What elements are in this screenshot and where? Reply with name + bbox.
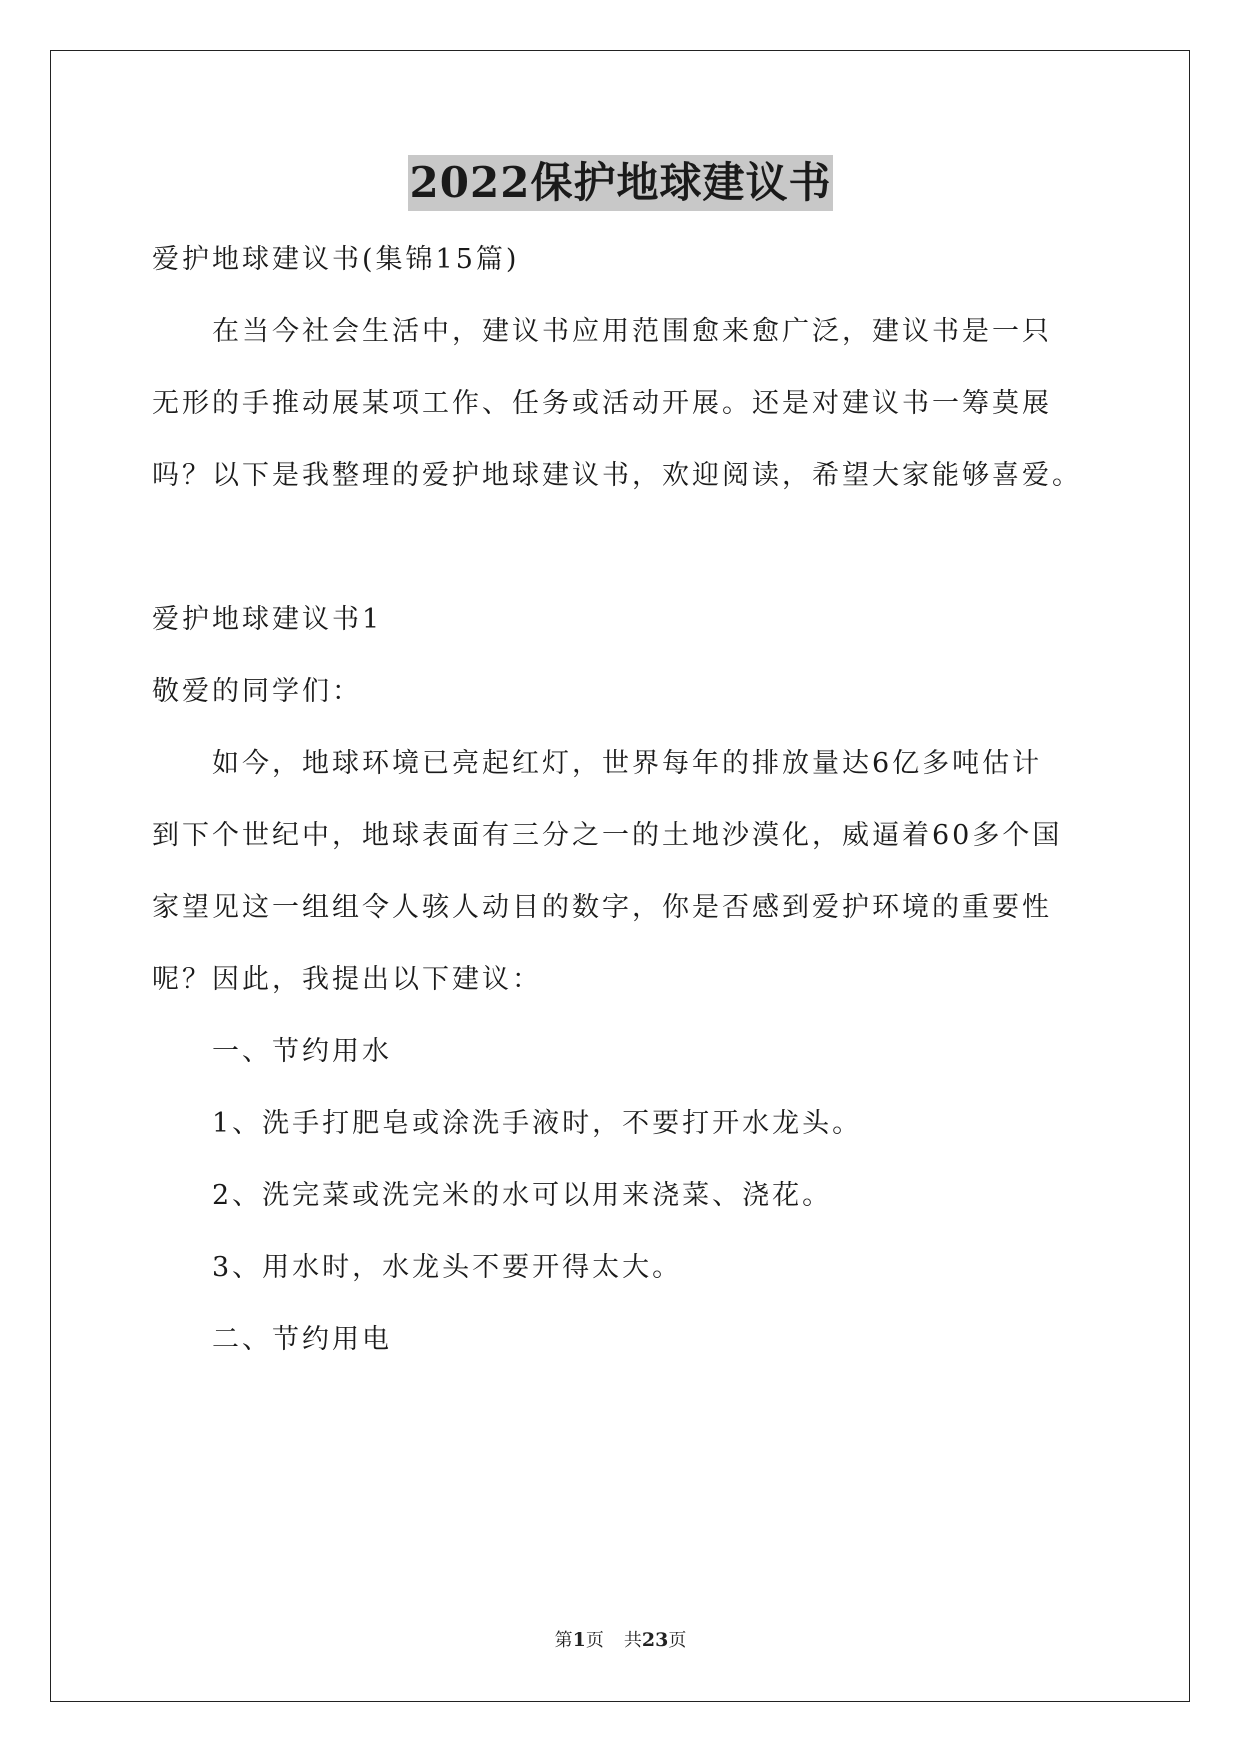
para-line-3: 家望见这一组组令人骇人动目的数字，你是否感到爱护环境的重要性 xyxy=(152,892,1052,923)
footer-page-suffix: 页 xyxy=(585,1630,604,1651)
list-item: 1、洗手打肥皂或涂洗手液时，不要打开水龙头。 xyxy=(212,1108,863,1139)
footer-total-suffix: 页 xyxy=(668,1630,687,1651)
intro-line-2: 无形的手推动展某项工作、任务或活动开展。还是对建议书一筹莫展 xyxy=(152,388,1052,419)
item-heading-water: 一、节约用水 xyxy=(212,1036,392,1067)
page-footer xyxy=(0,1628,1241,1653)
item-heading-electricity: 二、节约用电 xyxy=(212,1324,392,1355)
footer-total-prefix: 共 xyxy=(623,1630,642,1651)
footer-total-pages: 23 xyxy=(641,1629,669,1651)
para-line-1: 如今，地球环境已亮起红灯，世界每年的排放量达6亿多吨估计 xyxy=(212,748,1043,779)
list-item: 2、洗完菜或洗完米的水可以用来浇菜、浇花。 xyxy=(212,1180,833,1211)
title-container xyxy=(0,155,1241,211)
list-item: 3、用水时，水龙头不要开得太大。 xyxy=(212,1252,683,1283)
para-line-4: 呢？因此，我提出以下建议： xyxy=(152,964,542,995)
greeting: 敬爱的同学们： xyxy=(152,676,362,707)
intro-line-1: 在当今社会生活中，建议书应用范围愈来愈广泛，建议书是一只 xyxy=(212,316,1052,347)
footer-page-number: 1 xyxy=(572,1629,586,1651)
document-title: 2022保护地球建议书 xyxy=(408,155,834,211)
para-line-2: 到下个世纪中，地球表面有三分之一的土地沙漠化，威逼着60多个国 xyxy=(152,820,1063,851)
footer-prefix: 第 xyxy=(554,1630,573,1651)
subtitle: 爱护地球建议书(集锦15篇) xyxy=(152,244,520,275)
section-heading: 爱护地球建议书1 xyxy=(152,604,383,635)
page-border xyxy=(50,50,1190,1702)
intro-line-3: 吗？以下是我整理的爱护地球建议书，欢迎阅读，希望大家能够喜爱。 xyxy=(152,460,1082,491)
